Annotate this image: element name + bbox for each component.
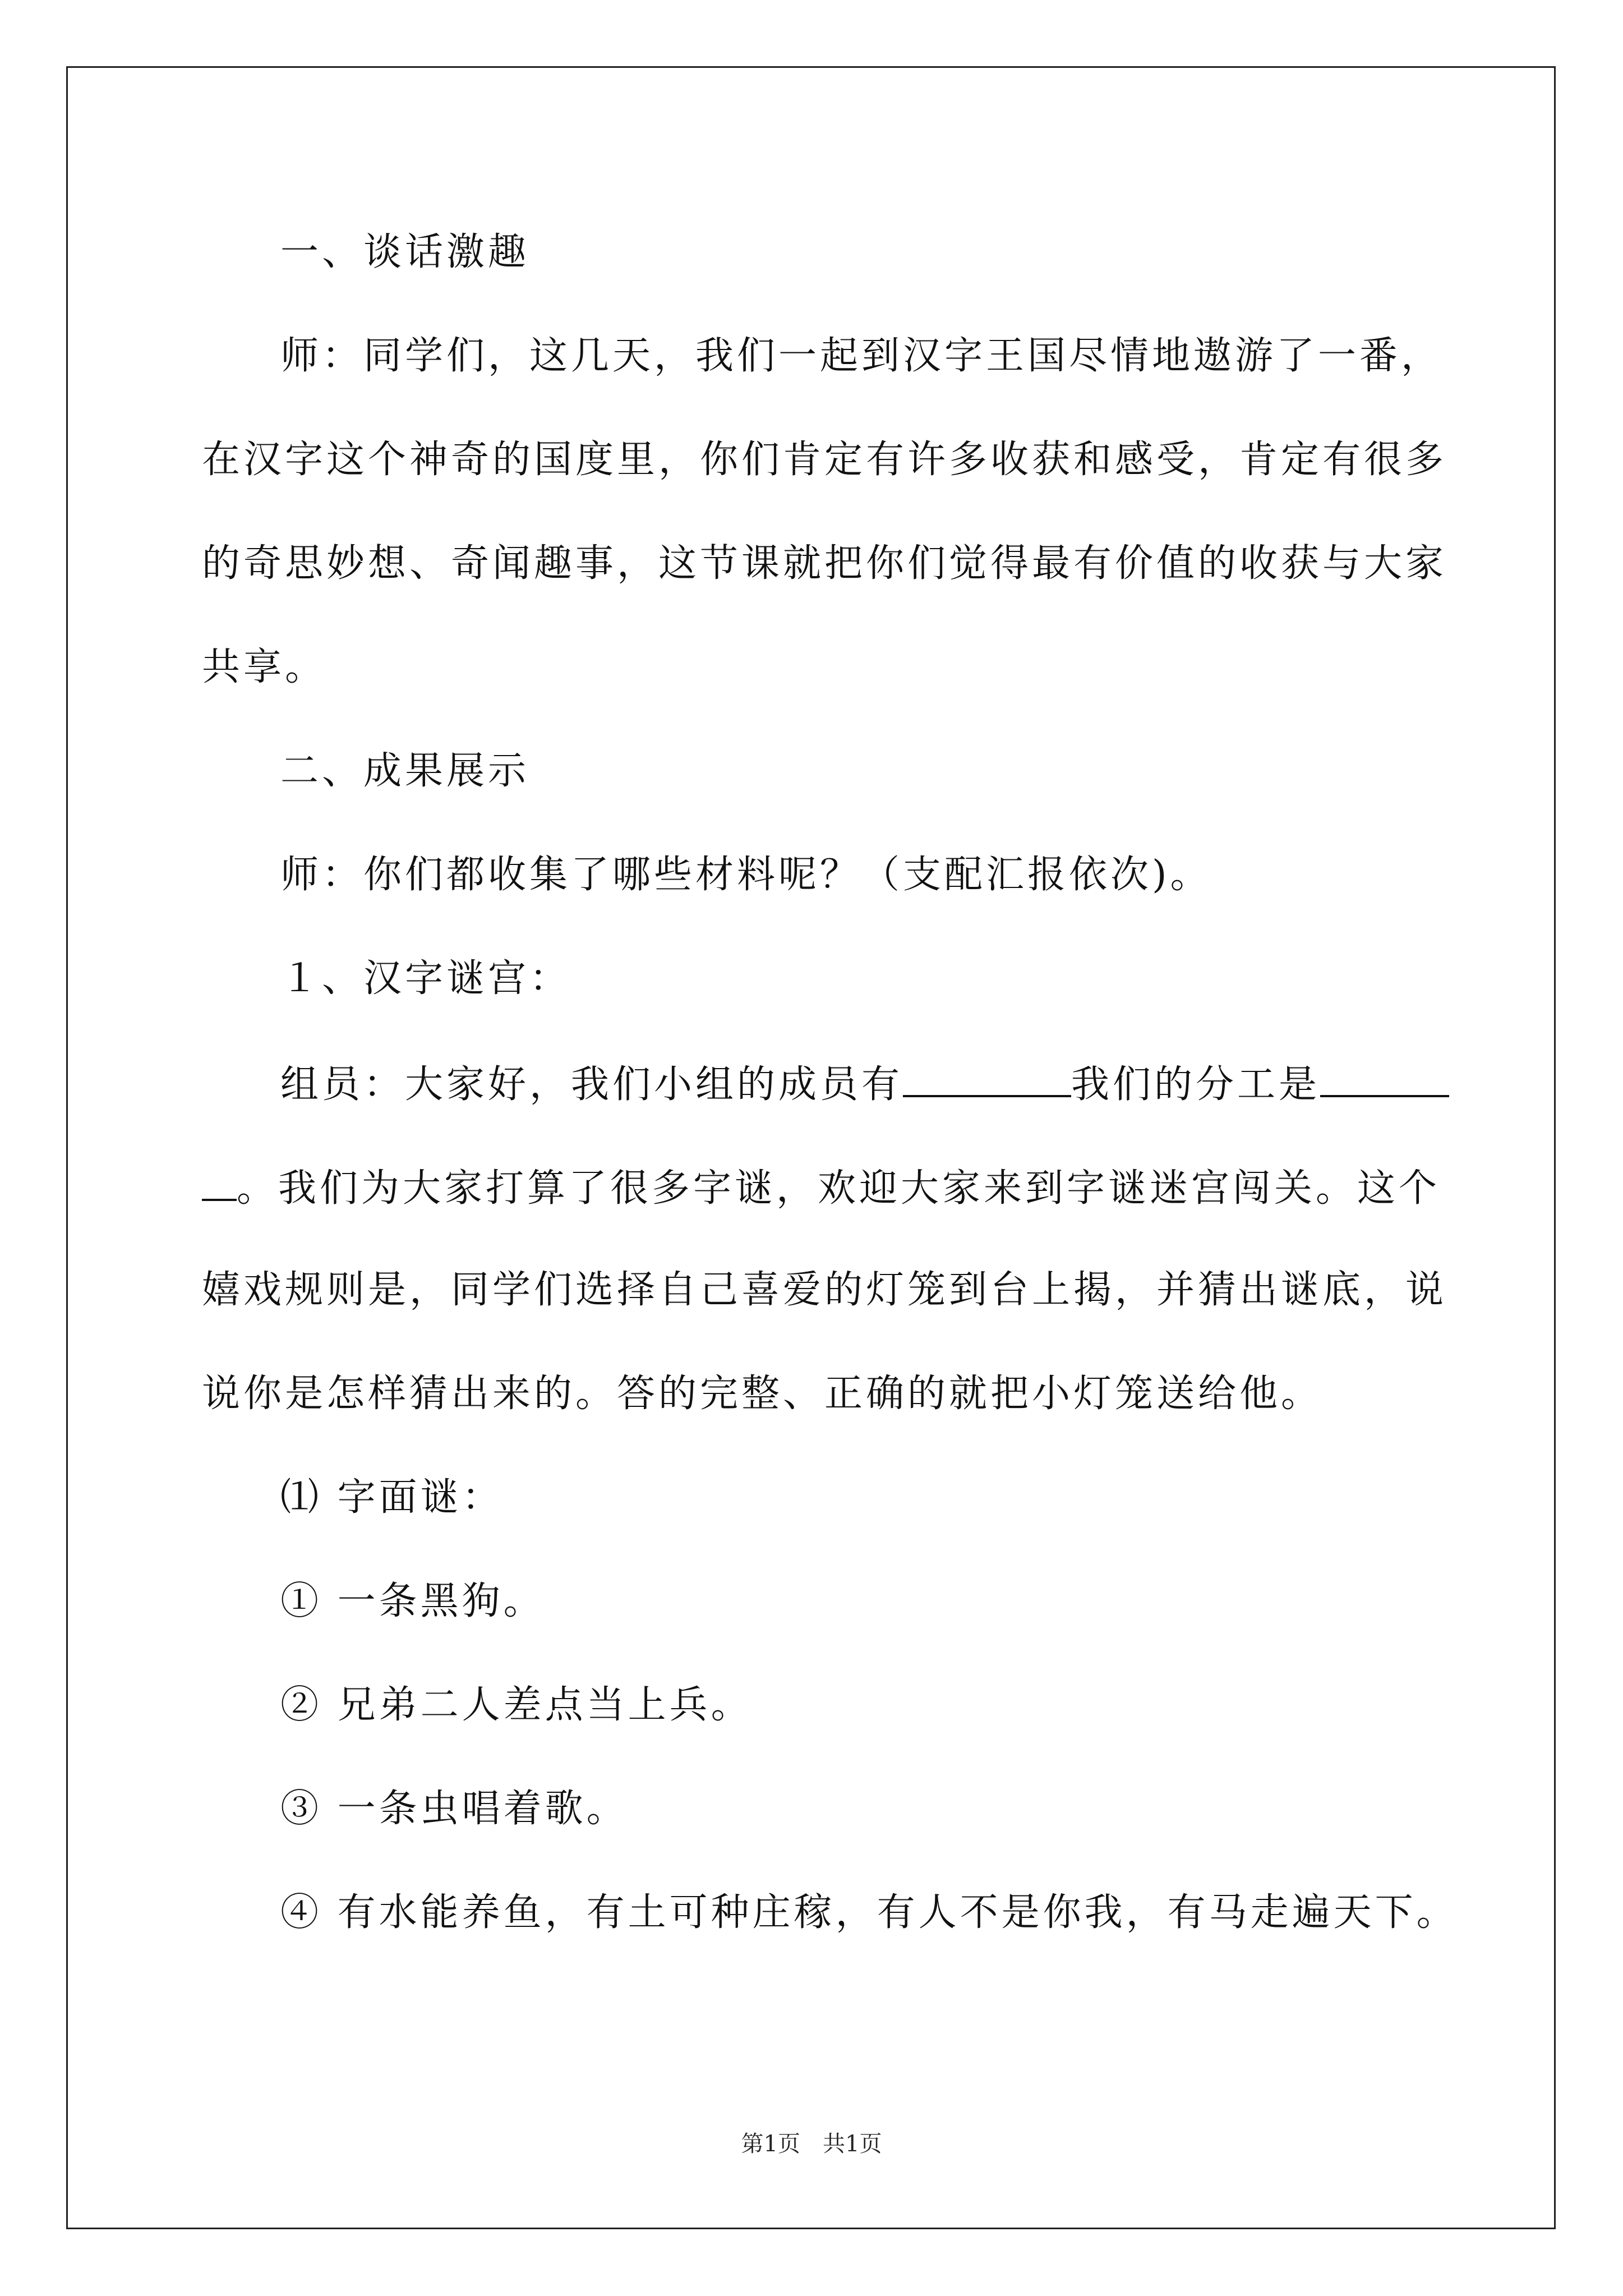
section-heading-1: 一、谈话激趣 [280, 230, 530, 274]
fill-in-blank [1320, 1060, 1449, 1097]
paragraph-line: 的奇思妙想、奇闻趣事，这节课就把你们觉得最有价值的收获与大家 [202, 541, 1447, 586]
subheading: ⑴ 字面谜： [280, 1475, 504, 1520]
paragraph-text: 组员：大家好，我们小组的成员有 [280, 1062, 903, 1107]
riddle-item: ④ 有水能养鱼，有土可种庄稼，有人不是你我，有马走遍天下。 [280, 1890, 1458, 1935]
paragraph-line: 嬉戏规则是，同学们选择自己喜爱的灯笼到台上揭，并猜出谜底，说 [202, 1268, 1447, 1312]
page-footer: 第1页 共1页 [741, 2131, 882, 2157]
section-heading-2: 二、成果展示 [280, 749, 530, 793]
list-item-heading: １、汉字谜宫： [280, 956, 571, 1001]
fill-in-blank [202, 1164, 237, 1201]
paragraph-text: 。我们为大家打算了很多字谜，欢迎大家来到字谜迷宫闯关。这个 [237, 1166, 1441, 1211]
paragraph-line: 在汉字这个神奇的国度里，你们肯定有许多收获和感受，肯定有很多 [202, 438, 1447, 482]
paragraph-line: 师：你们都收集了哪些材料呢？（支配汇报依次)。 [280, 853, 1212, 897]
paragraph-line: 说你是怎样猜出来的。答的完整、正确的就把小灯笼送给他。 [202, 1372, 1323, 1416]
paragraph-line [202, 1164, 1440, 1211]
riddle-item: ① 一条黑狗。 [280, 1579, 545, 1623]
paragraph-line: 师：同学们，这几天，我们一起到汉字王国尽情地遨游了一番， [280, 334, 1443, 378]
fill-in-blank [903, 1060, 1071, 1097]
paragraph-text: 我们的分工是 [1071, 1062, 1321, 1107]
riddle-item: ③ 一条虫唱着歌。 [280, 1787, 628, 1831]
paragraph-line [280, 1060, 1449, 1107]
paragraph-line: 共享。 [202, 645, 327, 689]
riddle-item: ② 兄弟二人差点当上兵。 [280, 1683, 753, 1727]
